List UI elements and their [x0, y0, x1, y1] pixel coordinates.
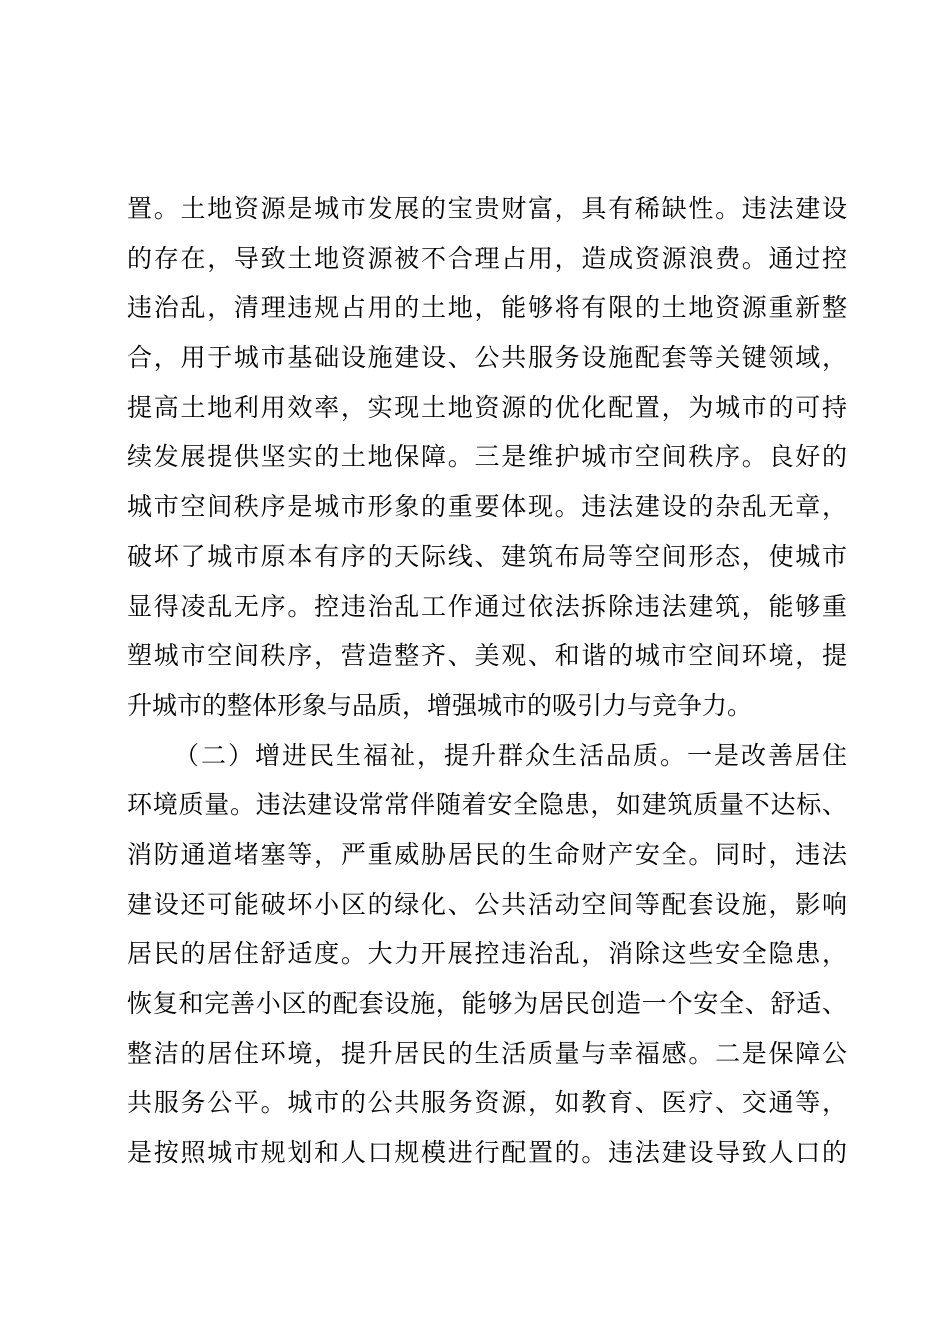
paragraph-start-line: （二）增进民生福祉，提升群众生活品质。一是改善居住 [174, 740, 847, 770]
text-line: 共服务公平。城市的公共服务资源，如教育、医疗、交通等， [127, 1088, 847, 1118]
text-line: 置。土地资源是城市发展的宝贵财富，具有稀缺性。违法建设 [127, 194, 847, 223]
text-line: 显得凌乱无序。控违治乱工作通过依法拆除违法建筑，能够重 [127, 591, 847, 621]
text-line: 的存在，导致土地资源被不合理占用，造成资源浪费。通过控 [127, 243, 847, 273]
body-text [127, 184, 847, 1178]
text-line: 居民的居住舒适度。大力开展控违治乱，消除这些安全隐患， [127, 939, 847, 969]
text-line: 塑城市空间秩序，营造整齐、美观、和谐的城市空间环境，提 [127, 641, 847, 671]
text-line: 提高土地利用效率，实现土地资源的优化配置，为城市的可持 [127, 392, 847, 422]
text-line: 建设还可能破坏小区的绿化、公共活动空间等配套设施，影响 [127, 889, 847, 919]
paragraph-end-line: 升城市的整体形象与品质，增强城市的吸引力与竞争力。 [127, 690, 753, 720]
text-line: 破坏了城市原本有序的天际线、建筑布局等空间形态，使城市 [127, 541, 847, 571]
text-line: 违治乱，清理违规占用的土地，能够将有限的土地资源重新整 [127, 293, 847, 323]
text-line: 整洁的居住环境，提升居民的生活质量与幸福感。二是保障公 [127, 1038, 847, 1068]
text-line: 消防通道堵塞等，严重威胁居民的生命财产安全。同时，违法 [127, 839, 847, 869]
text-line: 环境质量。违法建设常常伴随着安全隐患，如建筑质量不达标、 [127, 790, 847, 820]
text-line: 恢复和完善小区的配套设施，能够为居民创造一个安全、舒适、 [127, 989, 847, 1018]
text-line: 城市空间秩序是城市形象的重要体现。违法建设的杂乱无章， [127, 492, 847, 522]
text-line: 续发展提供坚实的土地保障。三是维护城市空间秩序。良好的 [127, 442, 847, 472]
text-line: 是按照城市规划和人口规模进行配置的。违法建设导致人口的 [127, 1138, 847, 1168]
text-line: 合，用于城市基础设施建设、公共服务设施配套等关键领域， [127, 343, 847, 373]
